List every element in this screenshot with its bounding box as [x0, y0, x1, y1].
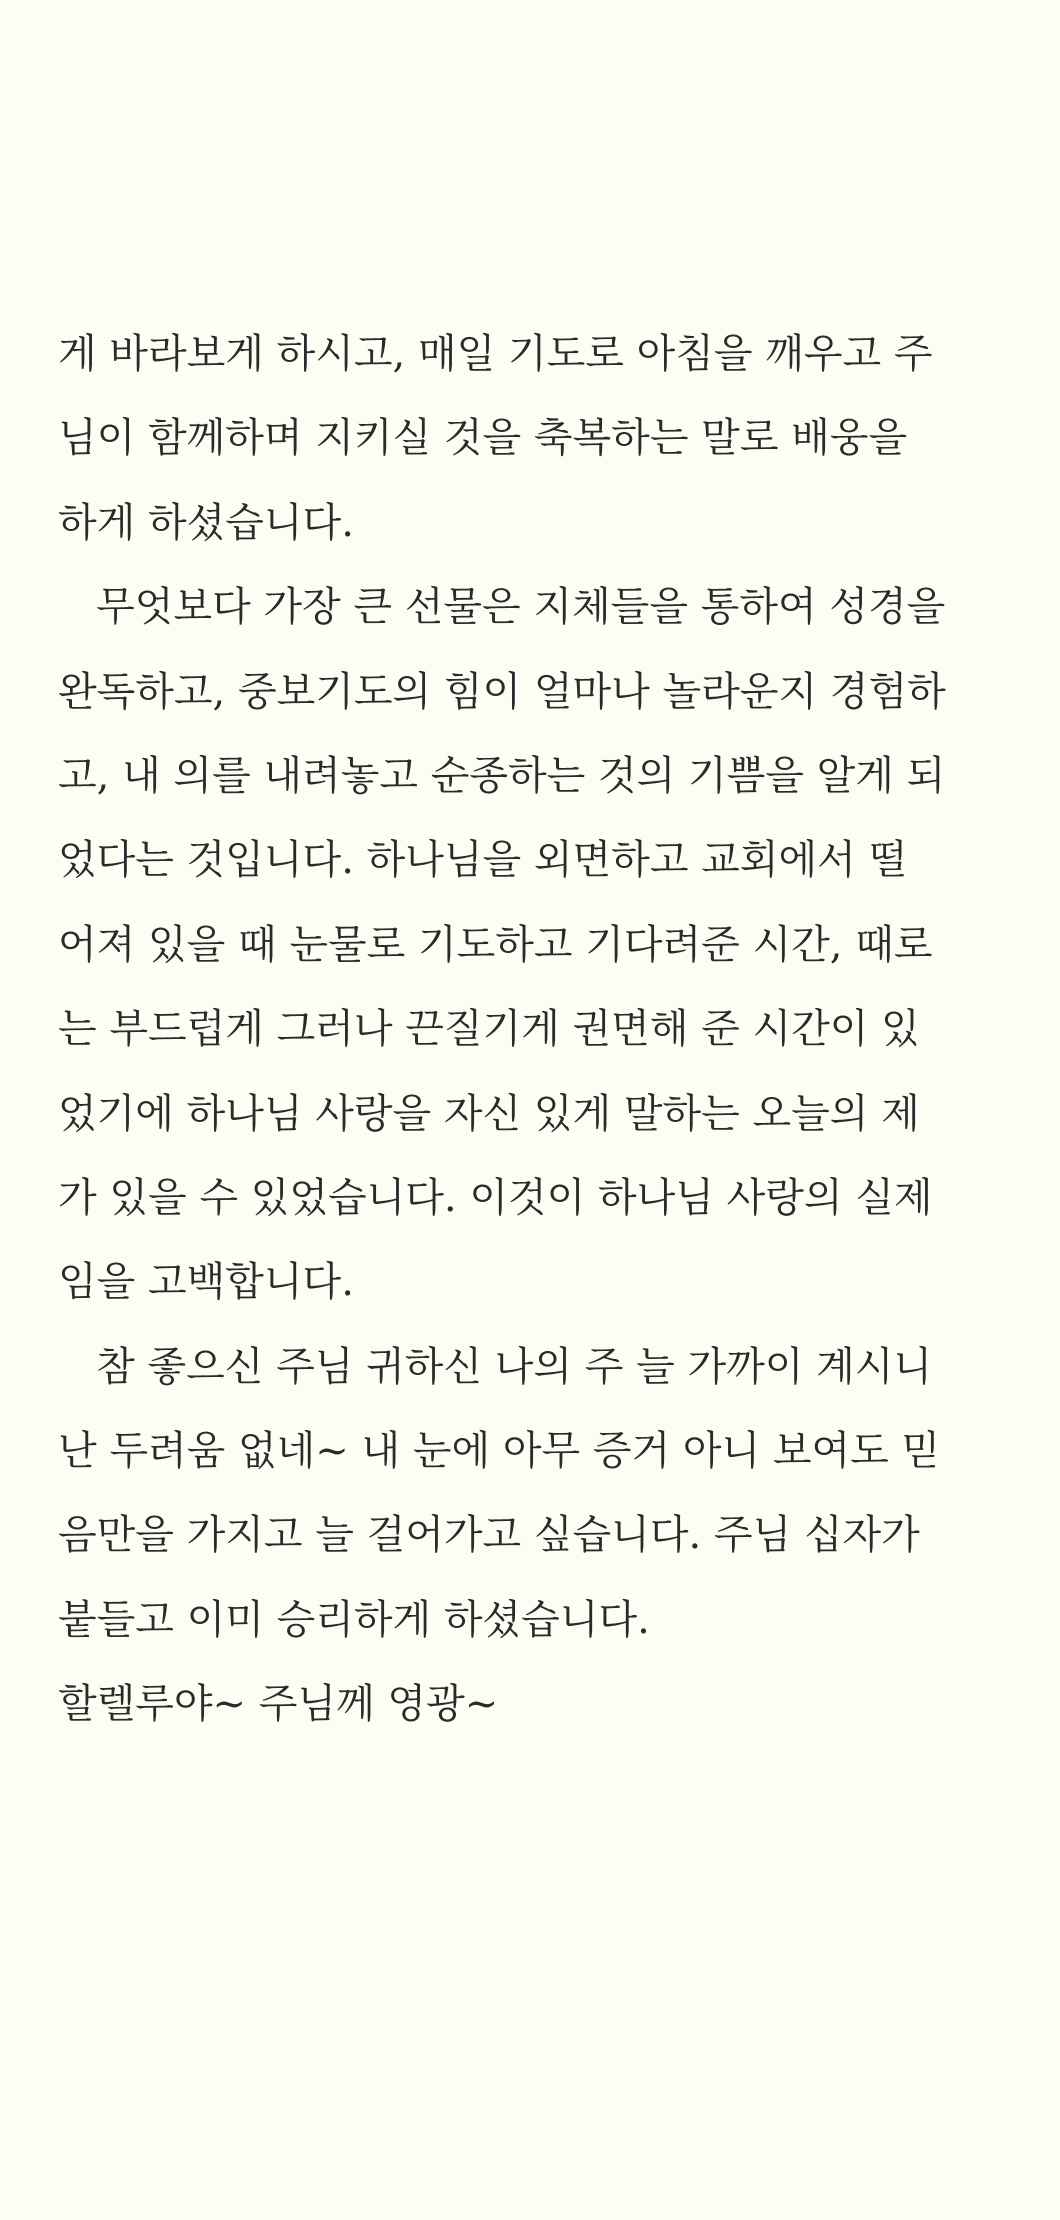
- text-line: 난 두려움 없네~ 내 눈에 아무 증거 아니 보여도 믿: [58, 1428, 941, 1475]
- text-line: 어져 있을 때 눈물로 기도하고 기다려준 시간, 때로: [58, 921, 933, 968]
- text-line: 음만을 가지고 늘 걸어가고 싶습니다. 주님 십자가: [58, 1512, 920, 1559]
- text-line: 할렐루야~ 주님께 영광~: [58, 1681, 499, 1728]
- text-line: 었기에 하나님 사랑을 자신 있게 말하는 오늘의 제: [58, 1090, 920, 1137]
- text-line: 가 있을 수 있었습니다. 이것이 하나님 사랑의 실제: [58, 1174, 933, 1221]
- body-text: [58, 312, 1002, 1747]
- text-line: 고, 내 의를 내려놓고 순종하는 것의 기쁨을 알게 되: [58, 752, 946, 799]
- text-line: 는 부드럽게 그러나 끈질기게 권면해 준 시간이 있: [58, 1006, 920, 1053]
- text-line: 무엇보다 가장 큰 선물은 지체들을 통하여 성경을: [58, 584, 946, 631]
- text-line: 붙들고 이미 승리하게 하셨습니다.: [58, 1596, 650, 1643]
- text-line: 완독하고, 중보기도의 힘이 얼마나 놀라운지 경험하: [58, 668, 946, 715]
- text-line: 임을 고백합니다.: [58, 1259, 354, 1306]
- text-line: 었다는 것입니다. 하나님을 외면하고 교회에서 떨: [58, 837, 908, 884]
- text-line: 게 바라보게 하시고, 매일 기도로 아침을 깨우고 주: [58, 331, 933, 377]
- text-line: 하게 하셨습니다.: [58, 499, 354, 546]
- text-line: 참 좋으신 주님 귀하신 나의 주 늘 가까이 계시니: [58, 1343, 933, 1390]
- text-line: 님이 함께하며 지키실 것을 축복하는 말로 배웅을: [58, 415, 908, 462]
